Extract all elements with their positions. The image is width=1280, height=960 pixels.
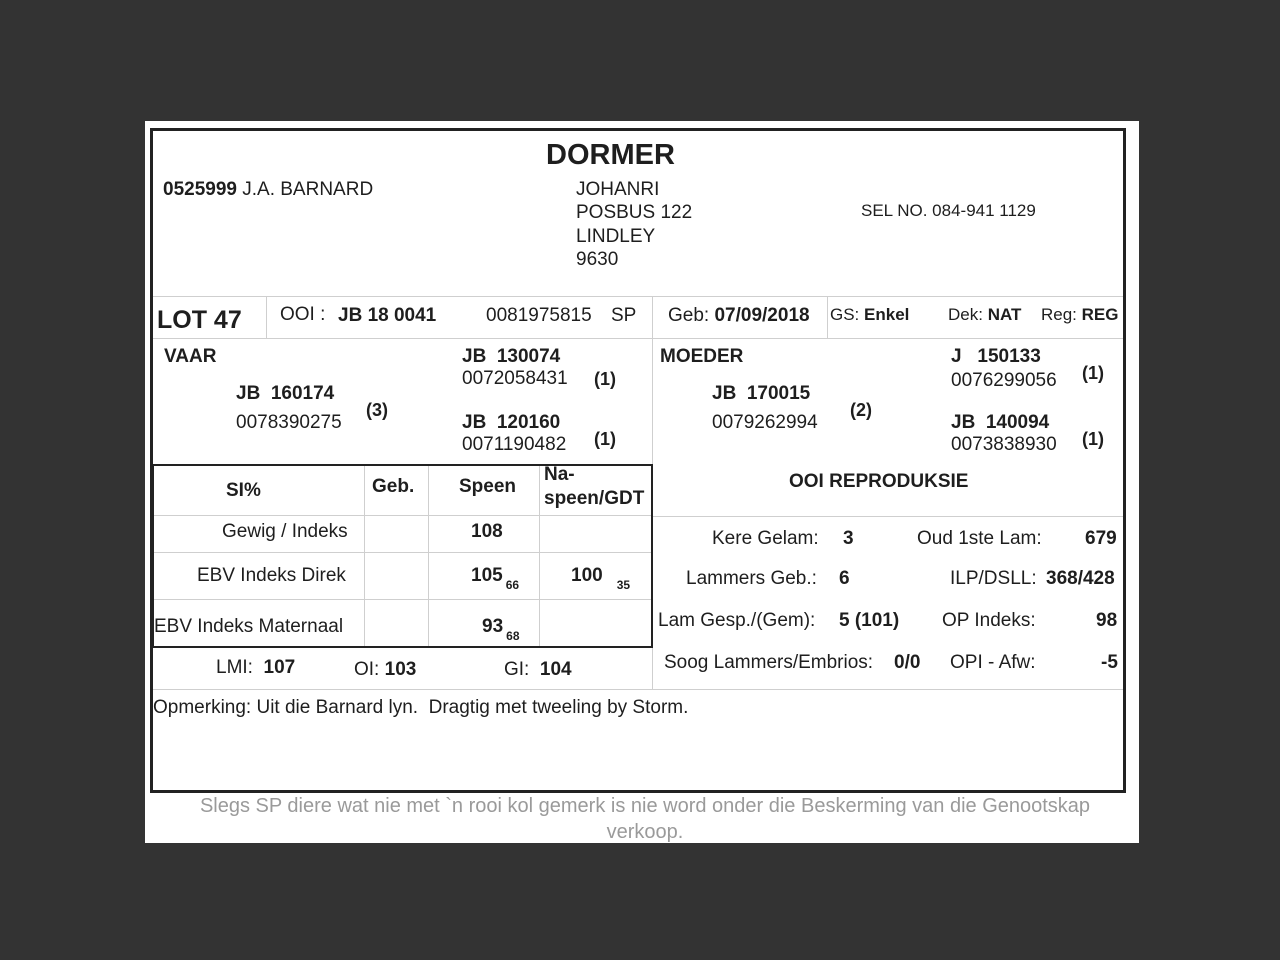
sp-mark: SP (611, 305, 637, 326)
gesp-label: Lam Gesp./(Gem): (658, 610, 816, 631)
address-line: POSBUS 122 (576, 202, 693, 223)
lmi-field (216, 657, 295, 679)
phone: SEL NO. 084-941 1129 (861, 201, 1036, 220)
gs-value: Enkel (864, 305, 910, 324)
vaar-id: JB 160174 (236, 383, 335, 404)
remark (153, 697, 688, 719)
opi-value: -5 (1101, 652, 1118, 673)
breeder-name: J.A. BARNARD (242, 179, 374, 200)
divider (653, 516, 1123, 517)
soog-value: 0/0 (894, 652, 921, 673)
lmi-value: 107 (263, 657, 296, 678)
speen-cell (482, 616, 520, 643)
divider (153, 296, 1123, 297)
reg-value: REG (1081, 305, 1119, 324)
moeder-dam-id: JB 140094 (951, 412, 1050, 433)
table-divider (154, 515, 651, 516)
si-header: SI% (226, 480, 261, 501)
vaar-dam-rating: (1) (594, 429, 616, 449)
op-value: 98 (1096, 610, 1118, 631)
moeder-rating: (2) (850, 400, 872, 420)
row-label: Gewig / Indeks (222, 521, 348, 542)
divider (153, 689, 1123, 690)
speen-value: 93 (482, 616, 504, 637)
naspeen-header: Na- (544, 464, 575, 485)
oud-value: 679 (1085, 528, 1117, 549)
oi-label: OI: (354, 659, 380, 680)
reproduction-title: OOI REPRODUKSIE (789, 471, 969, 492)
speen-value: 108 (471, 521, 503, 542)
divider (827, 296, 828, 338)
divider (153, 338, 1123, 339)
vaar-sire-no: 0072058431 (462, 368, 568, 389)
table-divider (154, 599, 651, 600)
oud-label: Oud 1ste Lam: (917, 528, 1042, 549)
vaar-label: VAAR (164, 346, 217, 367)
kere-label: Kere Gelam: (712, 528, 819, 549)
breed-title: DORMER (546, 139, 675, 171)
naspeen-accuracy: 35 (616, 578, 631, 592)
ilp-label: ILP/DSLL: (950, 568, 1037, 589)
moeder-sire-no: 0076299056 (951, 370, 1057, 391)
row-label: EBV Indeks Direk (197, 565, 346, 586)
table-divider (428, 466, 429, 646)
lot-number: LOT 47 (157, 306, 242, 334)
moeder-dam-no: 0073838930 (951, 434, 1057, 455)
ooi-id: JB 18 0041 (338, 305, 437, 326)
moeder-sire-id: J 150133 (951, 346, 1041, 367)
ooi-label: OOI : (280, 304, 326, 325)
divider (652, 296, 653, 338)
address-line: 9630 (576, 249, 619, 270)
reg-label: Reg: (1041, 305, 1077, 324)
lmi-label: LMI: (216, 657, 253, 678)
table-divider (539, 466, 540, 646)
vaar-dam-id: JB 120160 (462, 412, 561, 433)
vaar-sire-id: JB 130074 (462, 346, 561, 367)
ilp-value: 368/428 (1046, 568, 1115, 589)
vaar-rating: (3) (366, 400, 388, 420)
op-label: OP Indeks: (942, 610, 1036, 631)
naspeen-cell (571, 565, 631, 592)
breeder (163, 179, 373, 201)
moeder-no: 0079262994 (712, 412, 818, 433)
speen-accuracy: 68 (506, 629, 520, 643)
footer-disclaimer: Slegs SP diere wat nie met `n rooi kol gemerk is nie word onder die Beskerming van die Genootskap verkoop. (199, 795, 1091, 843)
geb-value: 07/09/2018 (714, 305, 810, 326)
gs-label: GS: (830, 305, 860, 324)
moeder-dam-rating: (1) (1082, 429, 1104, 449)
naspeen-header: speen/GDT (544, 488, 645, 509)
dek-label: Dek: (948, 305, 983, 324)
geb-header: Geb. (372, 476, 415, 497)
moeder-id: JB 170015 (712, 383, 811, 404)
kere-value: 3 (843, 528, 854, 549)
divider (266, 296, 267, 338)
geb-field (668, 305, 810, 327)
gesp-value: 5 (101) (839, 610, 900, 631)
speen-header: Speen (459, 476, 517, 497)
address-line: JOHANRI (576, 179, 660, 200)
soog-label: Soog Lammers/Embrios: (664, 652, 874, 673)
vaar-dam-no: 0071190482 (462, 434, 567, 455)
dek-value: NAT (987, 305, 1022, 324)
ooi-reg-no: 0081975815 (486, 305, 592, 326)
vaar-no: 0078390275 (236, 412, 342, 433)
table-divider (364, 466, 365, 646)
reg-field (1041, 304, 1119, 326)
naspeen-value: 100 (571, 565, 603, 586)
speen-value: 105 (471, 565, 503, 586)
speen-cell (471, 565, 520, 592)
vaar-sire-rating: (1) (594, 369, 616, 389)
moeder-label: MOEDER (660, 346, 744, 367)
gi-value: 104 (539, 659, 572, 680)
opi-label: OPI - Afw: (950, 652, 1036, 673)
speen-accuracy: 66 (505, 578, 520, 592)
row-label: EBV Indeks Maternaal (154, 616, 344, 637)
gi-field (504, 659, 572, 681)
gs-field (830, 304, 909, 326)
lammers-label: Lammers Geb.: (686, 568, 817, 589)
address-line: LINDLEY (576, 226, 656, 247)
geb-label: Geb: (668, 305, 710, 326)
moeder-sire-rating: (1) (1082, 363, 1104, 383)
remark-label: Opmerking: (153, 697, 252, 718)
gi-label: GI: (504, 659, 530, 680)
lammers-value: 6 (839, 568, 850, 589)
remark-text: Uit die Barnard lyn. Dragtig met tweeling by Storm. (256, 697, 689, 718)
oi-value: 103 (384, 659, 417, 680)
table-divider (154, 552, 651, 553)
oi-field (354, 659, 416, 681)
dek-field (948, 304, 1021, 326)
breeder-no: 0525999 (163, 179, 237, 200)
